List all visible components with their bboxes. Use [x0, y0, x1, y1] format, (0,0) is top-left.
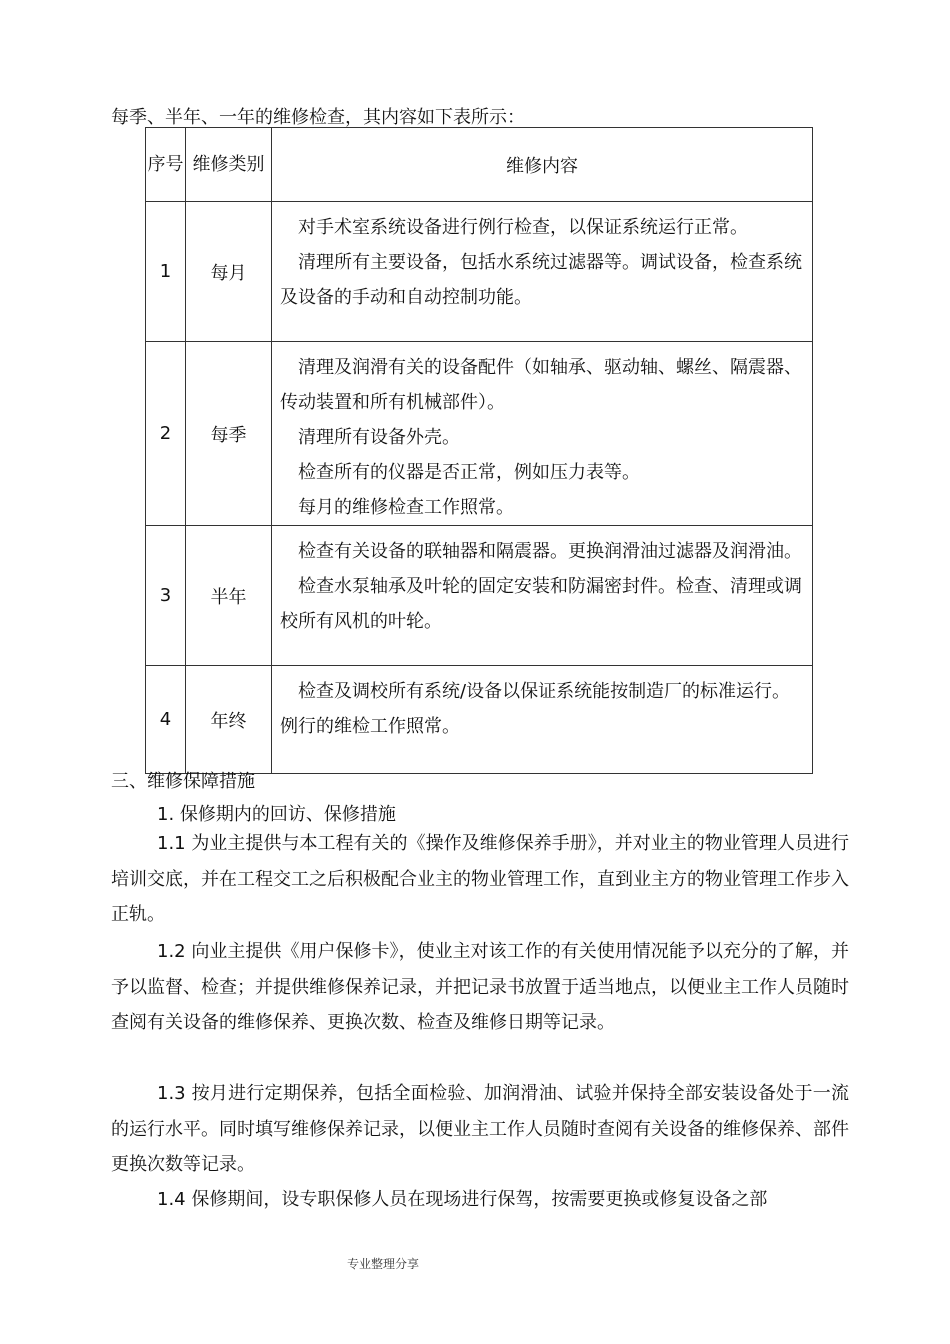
- content-line: 检查水泵轴承及叶轮的固定安装和防漏密封件。检查、清理或调校所有风机的叶轮。: [280, 576, 802, 632]
- table-row: [146, 202, 813, 342]
- row-type: 每月: [186, 202, 272, 342]
- paragraph: 1.4 保修期间，设专职保修人员在现场进行保驾，按需要更换或修复设备之部: [157, 1189, 768, 1210]
- content-line: 检查所有的仪器是否正常，例如压力表等。: [298, 462, 640, 483]
- row-content: [272, 526, 813, 666]
- row-no: 4: [146, 666, 186, 774]
- row-type: 每季: [186, 342, 272, 526]
- row-content: [272, 202, 813, 342]
- table-row: [146, 526, 813, 666]
- paragraph: 1.3 按月进行定期保养，包括全面检验、加润滑油、试验并保持全部安装设备处于一流的运行水平。同时填写维修保养记录，以便业主工作人员随时查阅有关设备的维修保养、部件更换次数等记录。: [111, 1083, 849, 1175]
- header-type: 维修类别: [186, 128, 272, 202]
- table-header-row: [146, 128, 813, 202]
- content-line: 例行的维检工作照常。: [280, 716, 460, 737]
- content-line: 检查及调校所有系统/设备以保证系统能按制造厂的标准运行。: [298, 681, 791, 702]
- row-no: 2: [146, 342, 186, 526]
- row-type: 半年: [186, 526, 272, 666]
- row-content: [272, 666, 813, 774]
- section-title: 三、维修保障措施: [111, 771, 255, 792]
- page-footer: 专业整理分享: [347, 1257, 420, 1271]
- content-line: 检查有关设备的联轴器和隔震器。更换润滑油过滤器及润滑油。: [298, 541, 802, 562]
- row-type: 年终: [186, 666, 272, 774]
- content-line: 清理及润滑有关的设备配件（如轴承、驱动轴、螺丝、隔震器、传动装置和所有机械部件）。: [280, 357, 802, 413]
- row-content: [272, 342, 813, 526]
- content-line: 对手术室系统设备进行例行检查，以保证系统运行正常。: [298, 217, 748, 238]
- row-no: 3: [146, 526, 186, 666]
- row-no: 1: [146, 202, 186, 342]
- paragraph: 1.1 为业主提供与本工程有关的《操作及维修保养手册》，并对业主的物业管理人员进行培训交底，并在工程交工之后积极配合业主的物业管理工作，直到业主方的物业管理工作步入正轨。: [111, 833, 849, 925]
- intro-text: 每季、半年、一年的维修检查，其内容如下表所示：: [111, 107, 525, 128]
- content-line: 每月的维修检查工作照常。: [298, 497, 514, 518]
- maintenance-table: [145, 127, 813, 774]
- subsection-title: 1. 保修期内的回访、保修措施: [157, 804, 396, 825]
- paragraph: 1.2 向业主提供《用户保修卡》，使业主对该工作的有关使用情况能予以充分的了解，并予以监督、检查；并提供维修保养记录，并把记录书放置于适当地点，以便业主工作人员随时查阅有关设备的维修保养、更换次数、检查及维修日期等记录。: [111, 941, 849, 1033]
- header-no: 序号: [146, 128, 186, 202]
- table-row: [146, 342, 813, 526]
- header-content: 维修内容: [272, 128, 813, 202]
- table-row: [146, 666, 813, 774]
- content-line: 清理所有主要设备，包括水系统过滤器等。调试设备，检查系统及设备的手动和自动控制功能。: [280, 252, 802, 308]
- content-line: 清理所有设备外壳。: [298, 427, 460, 448]
